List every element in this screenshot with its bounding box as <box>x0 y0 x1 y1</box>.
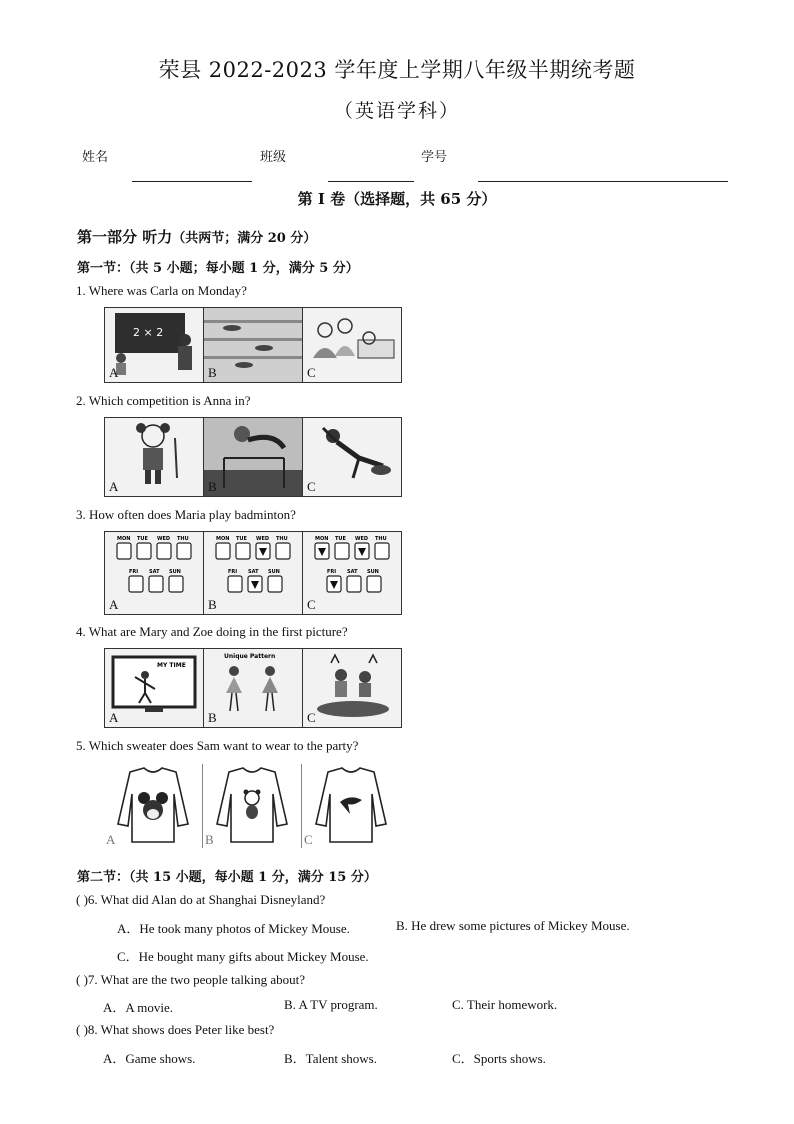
stage-picture <box>303 649 401 727</box>
q1-label-b: B <box>208 365 217 380</box>
volume-heading: 第 I 卷（选择题，共 65 分） <box>297 190 497 208</box>
svg-text:SUN: SUN <box>367 569 379 575</box>
exam-subtitle: （英语学科） <box>333 100 460 122</box>
svg-text:MON: MON <box>315 536 329 542</box>
part1-title: 第一部分 听力 <box>77 228 173 246</box>
q4-option-a[interactable] <box>105 649 204 727</box>
name-field[interactable] <box>132 181 252 182</box>
svg-text:SUN: SUN <box>268 569 280 575</box>
high-jump-picture <box>204 418 302 496</box>
svg-text:WED: WED <box>256 536 270 542</box>
question-8: ( )8. What shows does Peter like best? <box>76 1022 275 1037</box>
q3-label-b: B <box>208 597 217 612</box>
svg-text:WED: WED <box>355 536 369 542</box>
q7-option-c[interactable]: C. Their homework. <box>452 997 558 1012</box>
q3-label-a: A <box>109 597 119 612</box>
q3-option-a[interactable] <box>105 532 204 614</box>
class-field[interactable] <box>328 181 414 182</box>
speech-girl-picture <box>105 418 203 496</box>
tv-picture <box>105 649 203 727</box>
q5-label-b: B <box>205 832 214 847</box>
q4-option-c[interactable] <box>303 649 401 727</box>
svg-text:SAT: SAT <box>347 569 358 575</box>
q3-picture-options <box>104 531 402 615</box>
id-label: 学号 <box>421 150 448 165</box>
q3-label-c: C <box>307 597 316 612</box>
svg-text:WED: WED <box>157 536 171 542</box>
q5-label-c: C <box>304 832 313 847</box>
q5-option-b[interactable] <box>203 764 302 848</box>
question-6: ( )6. What did Alan do at Shanghai Disneyland? <box>76 892 326 907</box>
tv-text: MY TIME <box>157 662 186 669</box>
svg-text:SAT: SAT <box>248 569 259 575</box>
q4-label-a: A <box>109 710 119 725</box>
svg-text:TUE: TUE <box>236 536 247 542</box>
q1-option-a[interactable] <box>105 308 204 382</box>
question-3: 3. How often does Maria play badminton? <box>76 507 296 522</box>
q6-option-c[interactable]: C．He bought many gifts about Mickey Mouse. <box>117 949 369 964</box>
q2-option-a[interactable] <box>105 418 204 496</box>
id-field[interactable] <box>478 181 728 182</box>
question-5: 5. Which sweater does Sam want to wear to the party? <box>76 738 359 753</box>
question-4: 4. What are Mary and Zoe doing in the first picture? <box>76 624 348 639</box>
q2-label-b: B <box>208 479 217 494</box>
sweater-bird-picture <box>302 764 400 848</box>
calendar-b <box>204 532 302 614</box>
calendar-a <box>105 532 203 614</box>
q4-option-b[interactable] <box>204 649 303 727</box>
q8-option-a[interactable]: A．Game shows. <box>103 1051 196 1066</box>
q4-picture-options <box>104 648 402 728</box>
part1-heading <box>77 226 316 247</box>
svg-text:THU: THU <box>177 536 189 542</box>
classroom-picture <box>105 308 203 382</box>
svg-text:FRI: FRI <box>228 569 238 575</box>
q3-option-c[interactable] <box>303 532 401 614</box>
board-text: 2 × 2 <box>133 326 164 339</box>
q2-option-c[interactable] <box>303 418 401 496</box>
q5-picture-options <box>104 764 400 848</box>
q5-option-c[interactable] <box>302 764 400 848</box>
q5-label-a: A <box>106 832 116 847</box>
question-7: ( )7. What are the two people talking about? <box>76 972 305 987</box>
class-label: 班级 <box>260 150 287 165</box>
name-label: 姓名 <box>82 150 109 165</box>
q1-label-a: A <box>109 365 119 380</box>
svg-text:FRI: FRI <box>327 569 337 575</box>
q2-label-a: A <box>109 479 119 494</box>
swimming-picture <box>204 308 302 382</box>
sweater-panda-picture <box>203 764 301 848</box>
hospital-picture <box>303 308 401 382</box>
svg-text:TUE: TUE <box>137 536 148 542</box>
q1-picture-options <box>104 307 402 383</box>
q2-option-b[interactable] <box>204 418 303 496</box>
question-1: 1. Where was Carla on Monday? <box>76 283 247 298</box>
exam-title: 荣县 2022-2023 学年度上学期八年级半期统考题 <box>158 58 636 82</box>
section2-heading: 第二节：（共 15 小题，每小题 1 分，满分 15 分） <box>77 870 377 885</box>
svg-text:MON: MON <box>216 536 230 542</box>
question-2: 2. Which competition is Anna in? <box>76 393 251 408</box>
q6-option-a[interactable]: A．He took many photos of Mickey Mouse. <box>117 921 350 936</box>
q4-label-c: C <box>307 710 316 725</box>
q2-label-c: C <box>307 479 316 494</box>
dancers-picture <box>204 649 302 727</box>
q1-option-c[interactable] <box>303 308 401 382</box>
q4-label-b: B <box>208 710 217 725</box>
svg-text:THU: THU <box>375 536 387 542</box>
svg-text:TUE: TUE <box>335 536 346 542</box>
svg-text:SUN: SUN <box>169 569 181 575</box>
q8-option-b[interactable]: B．Talent shows. <box>284 1051 377 1066</box>
svg-text:MON: MON <box>117 536 131 542</box>
svg-text:THU: THU <box>276 536 288 542</box>
q7-option-b[interactable]: B. A TV program. <box>284 997 378 1012</box>
q6-option-b[interactable]: B. He drew some pictures of Mickey Mouse. <box>396 918 630 933</box>
q7-option-a[interactable]: A．A movie. <box>103 1000 174 1015</box>
section1-heading: 第一节：（共 5 小题；每小题 1 分，满分 5 分） <box>77 261 359 276</box>
calendar-c <box>303 532 401 614</box>
q1-label-c: C <box>307 365 316 380</box>
q2-picture-options <box>104 417 402 497</box>
sweater-mickey-picture <box>104 764 202 848</box>
q1-option-b[interactable] <box>204 308 303 382</box>
q5-option-a[interactable] <box>104 764 203 848</box>
q8-option-c[interactable]: C．Sports shows. <box>452 1051 546 1066</box>
svg-text:SAT: SAT <box>149 569 160 575</box>
part1-title-note: （共两节；满分 20 分） <box>172 231 317 246</box>
q3-option-b[interactable] <box>204 532 303 614</box>
poster-text: Unique Pattern <box>224 653 276 660</box>
long-jump-picture <box>303 418 401 496</box>
svg-text:FRI: FRI <box>129 569 139 575</box>
